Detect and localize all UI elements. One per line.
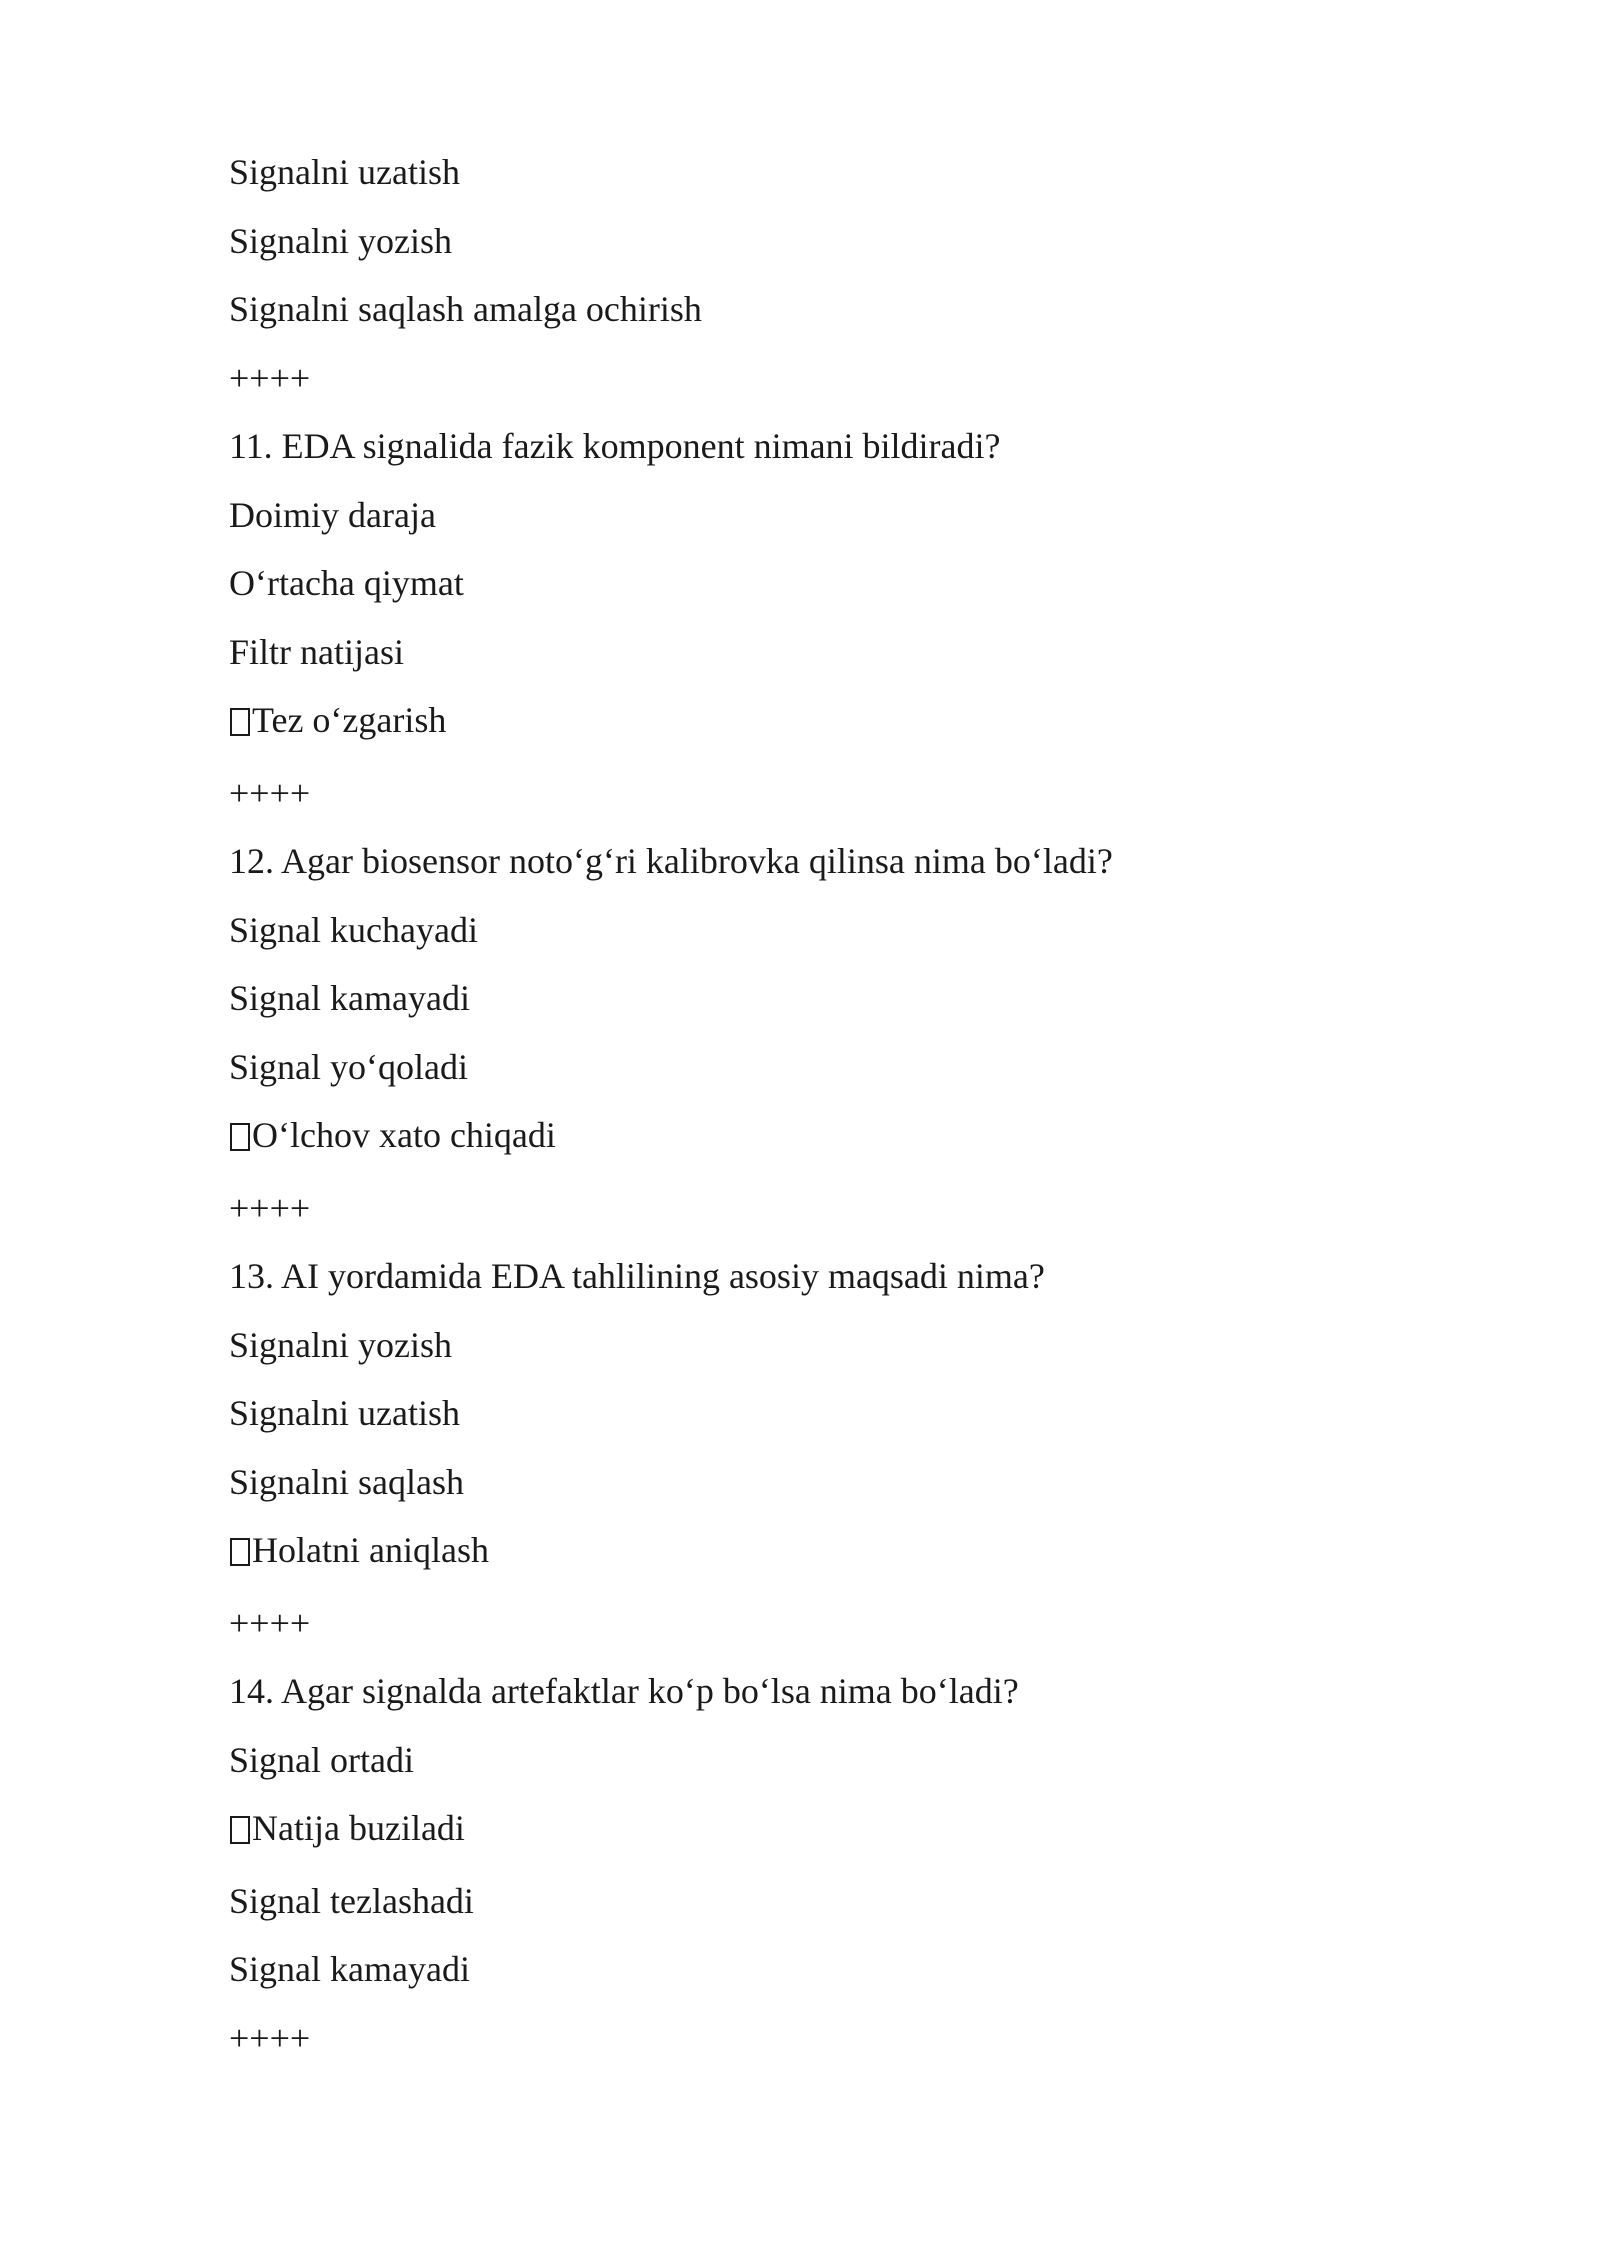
correct-answer-option: [229, 698, 1429, 771]
line-text: Signal kamayadi: [229, 978, 470, 1018]
line-text: Signalni yozish: [229, 1324, 452, 1365]
question-text: [229, 839, 1429, 908]
line-text: Oʻlchov xato chiqadi: [252, 1115, 556, 1155]
question-separator: [229, 1186, 1429, 1255]
question-text: [229, 1669, 1429, 1738]
answer-option: [229, 219, 1429, 288]
answer-option: [229, 908, 1429, 977]
missing-glyph-box-icon: [230, 1816, 250, 1844]
line-text: Signalni yozish: [229, 220, 452, 261]
line-text: 11. EDA signalida fazik komponent nimani bildiradi?: [229, 426, 1001, 466]
line-text: Signal kamayadi: [229, 1949, 470, 1989]
question-text: [229, 424, 1429, 493]
line-text: Signal yoʻqoladi: [229, 1046, 468, 1087]
line-text: 14. Agar signalda artefaktlar koʻp boʻlsa nima boʻladi?: [229, 1671, 1019, 1711]
line-text: Filtr natijasi: [229, 631, 404, 672]
correct-answer-option: [229, 1113, 1429, 1186]
answer-option: [229, 1947, 1429, 2016]
missing-glyph-box-icon: [230, 708, 250, 736]
answer-option: [229, 493, 1429, 562]
line-text: ++++: [229, 357, 311, 398]
question-separator: [229, 2016, 1429, 2085]
question-separator: [229, 771, 1429, 840]
answer-option: [229, 561, 1429, 630]
line-text: 13. AI yordamida EDA tahlilining asosiy maqsadi nima?: [229, 1256, 1045, 1296]
answer-option: [229, 150, 1429, 219]
line-text: 12. Agar biosensor notoʻgʻri kalibrovka qilinsa nima boʻladi?: [229, 841, 1113, 881]
answer-option: [229, 287, 1429, 356]
answer-option: [229, 1879, 1429, 1948]
correct-answer-option: [229, 1806, 1429, 1879]
line-text: ++++: [229, 1602, 311, 1643]
missing-glyph-box-icon: [230, 1123, 250, 1151]
line-text: Signal kuchayadi: [229, 909, 478, 950]
question-separator: [229, 1601, 1429, 1670]
question-separator: [229, 356, 1429, 425]
line-text: Oʻrtacha qiymat: [229, 563, 464, 603]
line-text: ++++: [229, 2017, 311, 2058]
line-text: Doimiy daraja: [229, 494, 436, 535]
answer-option: [229, 1460, 1429, 1529]
quiz-content: [229, 150, 1429, 2084]
answer-option: [229, 1738, 1429, 1807]
answer-option: [229, 1323, 1429, 1392]
line-text: Signalni saqlash amalga ochirish: [229, 289, 702, 329]
line-text: Signal ortadi: [229, 1739, 414, 1780]
line-text: Signalni uzatish: [229, 1393, 460, 1433]
correct-answer-option: [229, 1528, 1429, 1601]
line-text: Signal tezlashadi: [229, 1880, 474, 1921]
question-text: [229, 1254, 1429, 1323]
line-text: ++++: [229, 772, 311, 813]
answer-option: [229, 1391, 1429, 1460]
line-text: ++++: [229, 1187, 311, 1228]
answer-option: [229, 976, 1429, 1045]
line-text: Holatni aniqlash: [252, 1530, 489, 1570]
answer-option: [229, 630, 1429, 699]
line-text: Tez oʻzgarish: [252, 700, 447, 740]
answer-option: [229, 1045, 1429, 1114]
line-text: Natija buziladi: [252, 1808, 465, 1848]
line-text: Signalni uzatish: [229, 152, 460, 192]
missing-glyph-box-icon: [230, 1538, 250, 1566]
line-text: Signalni saqlash: [229, 1461, 464, 1502]
